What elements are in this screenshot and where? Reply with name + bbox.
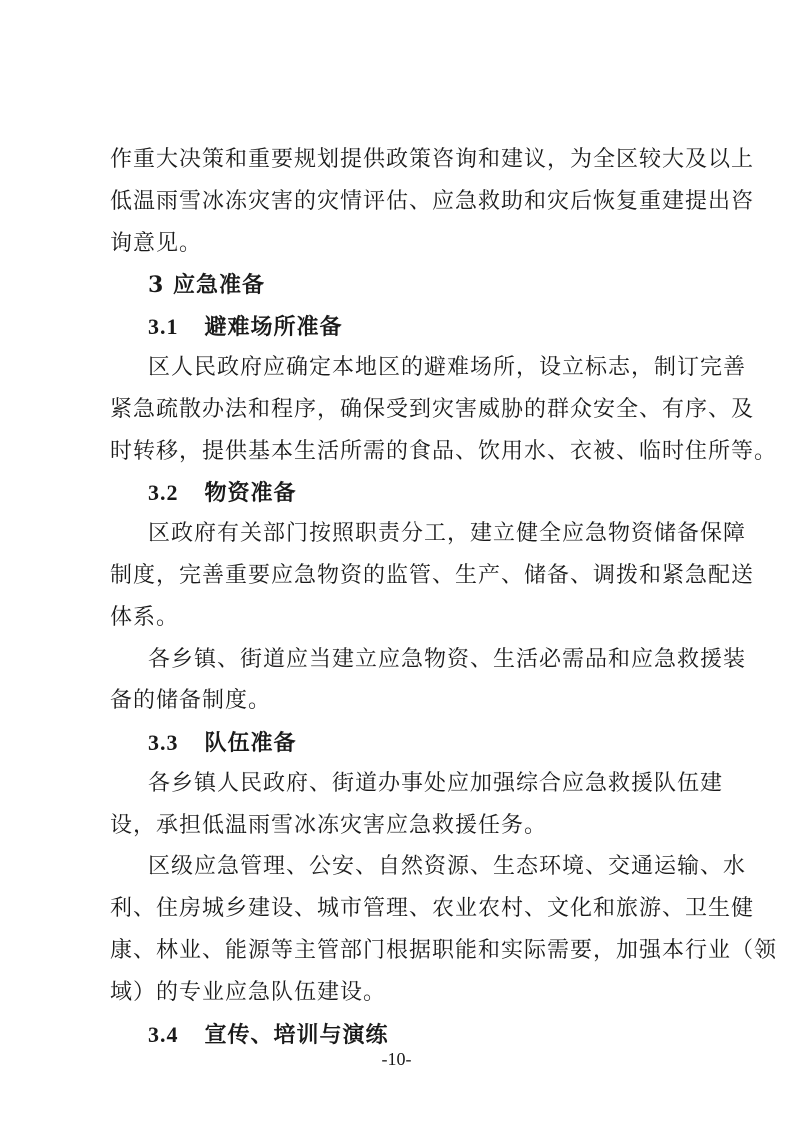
heading-text: 物资准备 — [204, 480, 297, 506]
paragraph-line: 制度，完善重要应急物资的监管、生产、储备、调拨和紧急配送 — [110, 563, 755, 588]
paragraph-line: 时转移，提供基本生活所需的食品、饮用水、衣被、临时住所等。 — [110, 439, 778, 464]
paragraph-line: 设，承担低温雨雪冰冻灾害应急救援任务。 — [110, 813, 548, 838]
paragraph-line: 区政府有关部门按照职责分工，建立健全应急物资储备保障 — [148, 521, 747, 546]
heading-text: 宣传、培训与演练 — [204, 1022, 389, 1048]
paragraph-line: 域）的专业应急队伍建设。 — [110, 980, 387, 1005]
paragraph-line: 作重大决策和重要规划提供政策咨询和建议，为全区较大及以上 — [110, 147, 755, 172]
paragraph-line: 各乡镇人民政府、街道办事处应加强综合应急救援队伍建 — [148, 771, 724, 796]
heading-number: 3.1 — [148, 314, 179, 339]
page-number: -10- — [381, 1049, 412, 1069]
section-heading-3-2 — [148, 478, 793, 508]
paragraph-line: 询意见。 — [110, 231, 203, 256]
section-heading-3-3 — [148, 728, 793, 758]
paragraph-line: 体系。 — [110, 605, 180, 630]
paragraph-line: 区人民政府应确定本地区的避难场所，设立标志，制订完善 — [148, 355, 747, 380]
paragraph-line: 低温雨雪冰冻灾害的灾情评估、应急救助和灾后恢复重建提出咨 — [110, 189, 755, 214]
heading-text: 队伍准备 — [204, 730, 297, 756]
heading-number: 3.2 — [148, 480, 179, 505]
paragraph-line: 利、住房城乡建设、城市管理、农业农村、文化和旅游、卫生健 — [110, 896, 755, 921]
heading-text: 避难场所准备 — [204, 314, 343, 340]
section-heading-3-1 — [148, 312, 793, 342]
paragraph-line: 区级应急管理、公安、自然资源、生态环境、交通运输、水 — [148, 854, 747, 879]
section-heading-3: 3 应急准备 — [148, 272, 265, 298]
paragraph-line: 康、林业、能源等主管部门根据职能和实际需要，加强本行业（领 — [110, 938, 778, 963]
paragraph-line: 各乡镇、街道应当建立应急物资、生活必需品和应急救援装 — [148, 647, 747, 672]
section-heading-3-4 — [148, 1020, 793, 1050]
heading-number: 3.3 — [148, 730, 179, 755]
paragraph-line: 紧急疏散办法和程序，确保受到灾害威胁的群众安全、有序、及 — [110, 397, 755, 422]
heading-number: 3.4 — [148, 1022, 179, 1047]
paragraph-line: 备的储备制度。 — [110, 688, 272, 713]
